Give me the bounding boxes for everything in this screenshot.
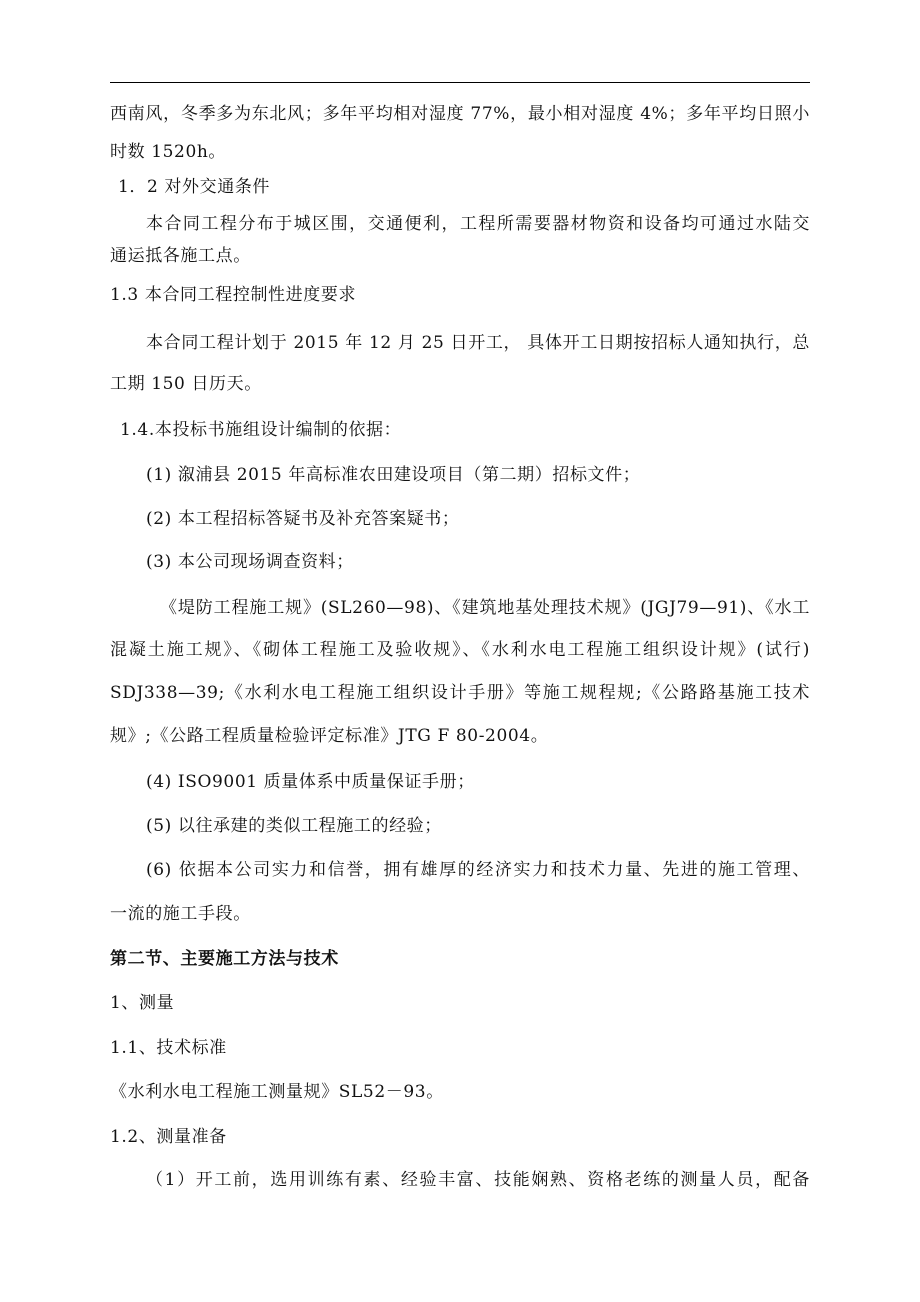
list-item: (2) 本工程招标答疑书及补充答案疑书； — [146, 509, 460, 529]
text-line: 时数 1520h。 — [110, 142, 227, 162]
list-item: (6) 依据本公司实力和信誉，拥有雄厚的经济实力和技术力量、先进的施工管理、 — [146, 860, 810, 880]
section-heading: 1.1、技术标准 — [110, 1038, 227, 1058]
text-line: 本合同工程计划于 2015 年 12 月 25 日开工， 具体开工日期按招标人通知执行，总 — [146, 333, 810, 353]
text-line: 通运抵各施工点。 — [110, 246, 251, 266]
header-rule — [110, 82, 810, 83]
text-line: 规》;《公路工程质量检验评定标准》JTG F 80-2004。 — [110, 726, 549, 746]
text-line: 西南风，冬季多为东北风；多年平均相对湿度 77%，最小相对湿度 4%；多年平均日照小 — [110, 104, 810, 124]
section-heading: 1.2、测量准备 — [110, 1127, 227, 1147]
text-line: 《水利水电工程施工测量规》SL52－93。 — [110, 1082, 444, 1102]
text-line: 一流的施工手段。 — [110, 904, 251, 924]
chapter-heading: 第二节、主要施工方法与技术 — [110, 949, 339, 969]
text-line: 本合同工程分布于城区围，交通便利，工程所需要器材物资和设备均可通过水陆交 — [146, 214, 810, 234]
section-heading: 1、测量 — [110, 993, 175, 1013]
list-item: (1) 溆浦县 2015 年高标准农田建设项目（第二期）招标文件； — [146, 465, 641, 485]
list-item: (5) 以往承建的类似工程施工的经验； — [146, 816, 442, 836]
list-item: (3) 本公司现场调查资料； — [146, 552, 354, 572]
text-line: SDJ338—39;《水利水电工程施工组织设计手册》等施工规程规;《公路路基施工技术 — [110, 683, 810, 703]
list-item: (4) ISO9001 质量体系中质量保证手册； — [146, 772, 475, 792]
text-line: 混凝土施工规》、《砌体工程施工及验收规》、《水利水电工程施工组织设计规》(试行) — [110, 640, 810, 660]
text-line: 工期 150 日历天。 — [110, 374, 262, 394]
text-line: 《堤防工程施工规》(SL260—98)、《建筑地基处理技术规》(JGJ79—91)、《水工 — [160, 598, 810, 618]
list-item: （1）开工前，选用训练有素、经验丰富、技能娴熟、资格老练的测量人员，配备 — [146, 1170, 810, 1190]
section-heading: 1.3 本合同工程控制性进度要求 — [110, 285, 357, 305]
section-heading: 1．2 对外交通条件 — [118, 177, 271, 197]
section-heading: 1.4.本投标书施组设计编制的依据： — [120, 420, 402, 440]
